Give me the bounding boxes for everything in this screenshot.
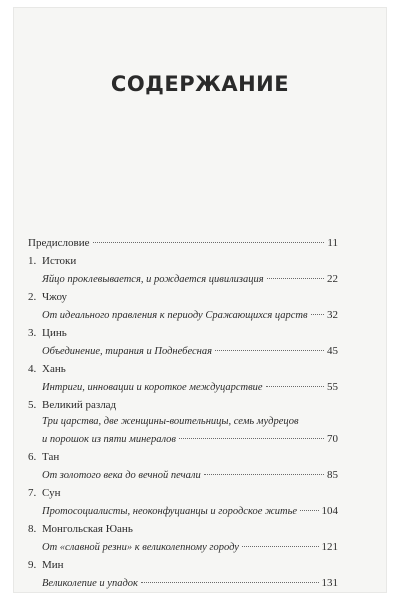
toc-page-number: 104	[321, 505, 338, 517]
toc-page-number: 131	[321, 577, 338, 589]
chapter-number: 1.	[28, 255, 37, 267]
chapter-number: 2.	[28, 291, 37, 303]
toc-chapter-subtitle	[28, 270, 338, 288]
toc-chapter-subtitle	[28, 430, 338, 448]
toc-page-number: 45	[327, 345, 338, 357]
toc-chapter-subtitle	[28, 502, 338, 520]
dot-leader	[267, 278, 324, 279]
chapter-number: 3.	[28, 327, 37, 339]
dot-leader	[215, 350, 324, 351]
chapter-subtitle: Великолепие и упадок	[42, 578, 138, 589]
toc-chapter-subtitle	[28, 306, 338, 324]
toc-page-number: 70	[327, 433, 338, 445]
toc-chapter-heading	[28, 288, 338, 306]
toc-chapter-heading	[28, 520, 338, 538]
chapter-subtitle: От золотого века до вечной печали	[42, 470, 201, 481]
dot-leader	[141, 582, 319, 583]
page-title: СОДЕРЖАНИЕ	[110, 72, 290, 96]
chapter-number: 4.	[28, 363, 37, 375]
dot-leader	[204, 474, 324, 475]
chapter-subtitle: Объединение, тирания и Поднебесная	[42, 346, 212, 357]
toc-entry-label: Предисловие	[28, 237, 90, 249]
chapter-title: Монгольская Юань	[42, 523, 133, 535]
chapter-number: 5.	[28, 399, 37, 411]
chapter-subtitle: От «славной резни» к великолепному городу	[42, 542, 239, 553]
toc-chapter-heading	[28, 484, 338, 502]
dot-leader	[179, 438, 324, 439]
chapter-title: Великий разлад	[42, 399, 117, 411]
chapter-subtitle: и порошок из пяти минералов	[42, 434, 176, 445]
toc-page-number: 85	[327, 469, 338, 481]
toc-page-number: 32	[327, 309, 338, 321]
toc-chapter-subtitle	[28, 342, 338, 360]
chapter-subtitle: Яйцо проклевывается, и рождается цивилизация	[42, 274, 264, 285]
chapter-title: Истоки	[42, 255, 77, 267]
chapter-number: 8.	[28, 523, 37, 535]
toc-chapter-subtitle	[28, 414, 338, 430]
toc-chapter-heading	[28, 556, 338, 574]
toc-chapter-heading	[28, 448, 338, 466]
chapter-number: 6.	[28, 451, 37, 463]
toc-entry-preface	[28, 234, 338, 252]
toc-page-number: 22	[327, 273, 338, 285]
toc-chapter-subtitle	[28, 466, 338, 484]
chapter-subtitle: От идеального правления к периоду Сражающихся царств	[42, 310, 308, 321]
toc-chapter-heading	[28, 252, 338, 270]
toc-chapter-heading	[28, 396, 338, 414]
dot-leader	[311, 314, 324, 315]
chapter-title: Хань	[42, 363, 66, 375]
chapter-subtitle: Три царства, две женщины-воительницы, семь мудрецов	[42, 416, 299, 427]
toc-chapter-heading	[28, 324, 338, 342]
chapter-subtitle: Протосоциалисты, неоконфуцианцы и городское житье	[42, 506, 298, 517]
toc-page-number: 11	[327, 237, 338, 249]
toc-chapter-subtitle	[28, 574, 338, 592]
chapter-subtitle: Интриги, инновации и короткое междуцарствие	[42, 382, 263, 393]
chapter-number: 9.	[28, 559, 37, 571]
toc-page-number: 121	[321, 541, 338, 553]
chapter-title: Чжоу	[42, 291, 68, 303]
toc-page-number: 55	[327, 381, 338, 393]
toc-chapter-heading	[28, 360, 338, 378]
chapter-title: Цинь	[42, 327, 67, 339]
dot-leader	[242, 546, 319, 547]
table-of-contents	[28, 234, 338, 592]
chapter-number: 7.	[28, 487, 37, 499]
chapter-title: Мин	[42, 559, 64, 571]
toc-chapter-subtitle	[28, 378, 338, 396]
toc-chapter-subtitle	[28, 538, 338, 556]
dot-leader	[93, 242, 325, 243]
dot-leader	[266, 386, 324, 387]
chapter-title: Тан	[42, 451, 60, 463]
chapter-title: Сун	[42, 487, 61, 499]
dot-leader	[300, 510, 318, 511]
